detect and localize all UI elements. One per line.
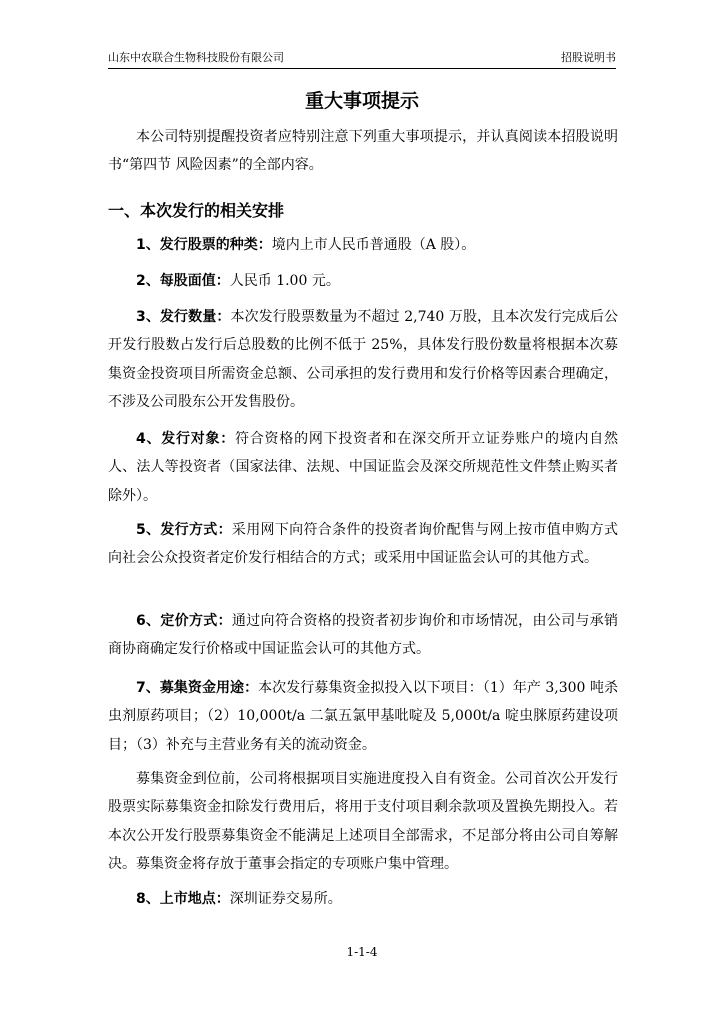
item-text: 人民币 1.00 元。 <box>229 273 340 289</box>
item-issue-quantity <box>108 303 618 417</box>
item-stock-type <box>108 231 618 259</box>
item-label: 5、发行方式： <box>136 522 232 538</box>
item-issue-method <box>108 516 618 573</box>
funds-arrangement-paragraph: 募集资金到位前，公司将根据项目实施进度投入自有资金。公司首次公开发行股票实际募集资金扣除发行费用后，将用于支付项目剩余款项及置换先期投入。若本次公开发行股票募集资金不能满足上述项目全部需求，不足部分将由公司自筹解决。募集资金将存放于董事会指定的专项账户集中管理。 <box>108 771 618 873</box>
item-text: 本次发行股票数量为不超过 2,740 万股，且本次发行完成后公开发行股数占发行后总股数的比例不低于 25%，具体发行股份数量将根据本次募集资金投资项目所需资金总额、公司承担的发行费用和发行价格等因素合理确定，不涉及公司股东公开发售股份。 <box>108 309 618 411</box>
page-header <box>108 50 616 69</box>
intro-paragraph: 本公司特别提醒投资者应特别注意下列重大事项提示，并认真阅读本招股说明书“第四节 风险因素”的全部内容。 <box>108 129 618 174</box>
header-company-name: 山东中农联合生物科技股份有限公司 <box>108 51 284 64</box>
item-label: 7、募集资金用途： <box>136 680 259 696</box>
item-label: 8、上市地点： <box>136 891 230 907</box>
item-text: 采用网下向符合条件的投资者询价配售与网上按市值申购方式向社会公众投资者定价发行相结合的方式；或采用中国证监会认可的其他方式。 <box>108 522 618 567</box>
item-pricing-method <box>108 607 618 664</box>
section-heading-issuance: 一、本次发行的相关安排 <box>108 201 285 220</box>
item-text: 符合资格的网下投资者和在深交所开立证券账户的境内自然人、法人等投资者（国家法律、法规、中国证监会及深交所规范性文件禁止购买者除外）。 <box>108 431 618 504</box>
item-listing-venue <box>108 885 618 913</box>
header-document-type: 招股说明书 <box>561 51 616 64</box>
item-label: 4、发行对象： <box>136 431 236 447</box>
item-label: 6、定价方式： <box>136 613 232 629</box>
item-label: 2、每股面值： <box>136 273 230 289</box>
item-text: 本次发行募集资金拟投入以下项目：（1）年产 3,300 吨杀虫剂原药项目；（2）10,000t/a 二氯五氯甲基吡啶及 5,000t/a 啶虫脒原药建设项目；（3）补充与主营业务有关的流动资金。 <box>108 680 618 753</box>
page-title: 重大事项提示 <box>304 90 419 112</box>
item-par-value <box>108 267 618 295</box>
item-issue-target <box>108 425 618 510</box>
item-fund-usage <box>108 674 618 759</box>
item-label: 3、发行数量： <box>136 309 231 325</box>
item-text: 境内上市人民币普通股（A 股）。 <box>271 237 476 253</box>
item-label: 1、发行股票的种类： <box>136 237 272 253</box>
page-number: 1-1-4 <box>346 945 378 959</box>
item-text: 通过向符合资格的投资者初步询价和市场情况，由公司与承销商协商确定发行价格或中国证监会认可的其他方式。 <box>108 613 618 658</box>
item-text: 深圳证券交易所。 <box>229 891 342 907</box>
